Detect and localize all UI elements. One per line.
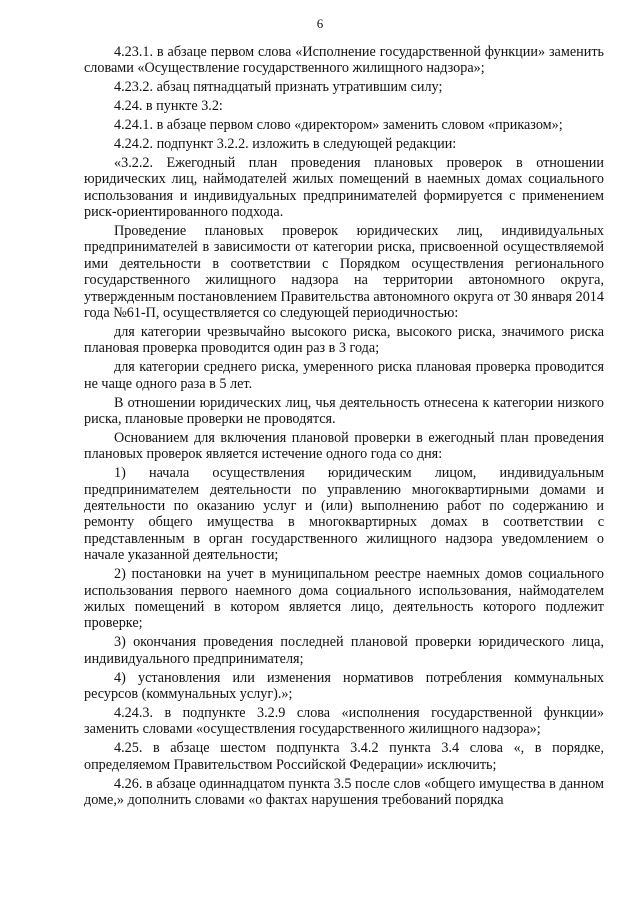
paragraph-high-risk: для категории чрезвычайно высокого риска, высокого риска, значимого риска плановая проверка проводится один раз в 3 года; — [84, 324, 604, 357]
paragraph-4-24-3: 4.24.3. в подпункте 3.2.9 слова «исполнения государственной функции» заменить словами «осуществления государственного жилищного надзора»; — [84, 704, 604, 738]
paragraph-4-24-1: 4.24.1. в абзаце первом слово «директором» заменить словом «приказом»; — [114, 117, 563, 134]
paragraph-4-24: 4.24. в пункте 3.2: — [114, 98, 223, 115]
paragraph-4-26: 4.26. в абзаце одиннадцатом пункта 3.5 после слов «общего имущества в данном доме,» дополнить словами «о фактах нарушения требований порядка — [84, 775, 604, 808]
paragraph-4-23-1: 4.23.1. в абзаце первом слова «Исполнение государственной функции» заменить словами «Осуществление государственного жилищного надзора»; — [84, 44, 604, 77]
paragraph-medium-risk: для категории среднего риска, умеренного риска плановая проверка проводится не чаще одного раза в 5 лет. — [84, 359, 604, 392]
list-item-1: 1) начала осуществления юридическим лицом, индивидуальным предпринимателем деятельности по управлению многоквартирными домами и деятельности по оказанию услуг и (или) выполнению работ по содержанию и ремонту общего имущества в многоквартирных домах в соответствии с представленным в орган государственного жилищного надзора уведомлением о начале указанной деятельности; — [84, 465, 604, 564]
paragraph-4-23-2: 4.23.2. абзац пятнадцатый признать утратившим силу; — [114, 79, 443, 96]
paragraph-3-2-2: «3.2.2. Ежегодный план проведения плановых проверок в отношении юридических лиц, наймодателей жилых помещений в наемных домах социального использования и индивидуальных предпринимателей формируется с применением риск-ориентированного подхода. — [84, 154, 604, 221]
list-item-2: 2) постановки на учет в муниципальном реестре наемных домов социального использования первого наемного дома социального использования, наймодателем жилых помещений в котором является лицо, деятельность которого подлежит проверке; — [84, 566, 604, 632]
document-body — [84, 44, 604, 811]
paragraph-low-risk: В отношении юридических лиц, чья деятельность отнесена к категории низкого риска, плановые проверки не проводятся. — [84, 394, 604, 428]
list-item-4: 4) установления или изменения нормативов потребления коммунальных ресурсов (коммунальных услуг).»; — [84, 669, 604, 703]
list-item-3: 3) окончания проведения последней плановой проверки юридического лица, индивидуального предпринимателя; — [84, 634, 604, 667]
paragraph-4-25: 4.25. в абзаце шестом подпункта 3.4.2 пункта 3.4 слова «, в порядке, определяемом Правительством Российской Федерации» исключить; — [84, 740, 604, 773]
paragraph-planned-inspections: Проведение плановых проверок юридических лиц, индивидуальных предпринимателей в зависимости от категории риска, присвоенной осуществляемой ими деятельности в соответствии с Порядком осуществления регионального государственного жилищного надзора на территории автономного округа, утвержденным постановлением Правительства автономного округа от 30 января 2014 года №61-П, осуществляется со следующей периодичностью: — [84, 223, 604, 322]
paragraph-4-24-2: 4.24.2. подпункт 3.2.2. изложить в следующей редакции: — [114, 136, 457, 153]
page-number: 6 — [316, 16, 324, 31]
paragraph-basis: Основанием для включения плановой проверки в ежегодный план проведения плановых проверок является истечение одного года со дня: — [84, 429, 604, 463]
